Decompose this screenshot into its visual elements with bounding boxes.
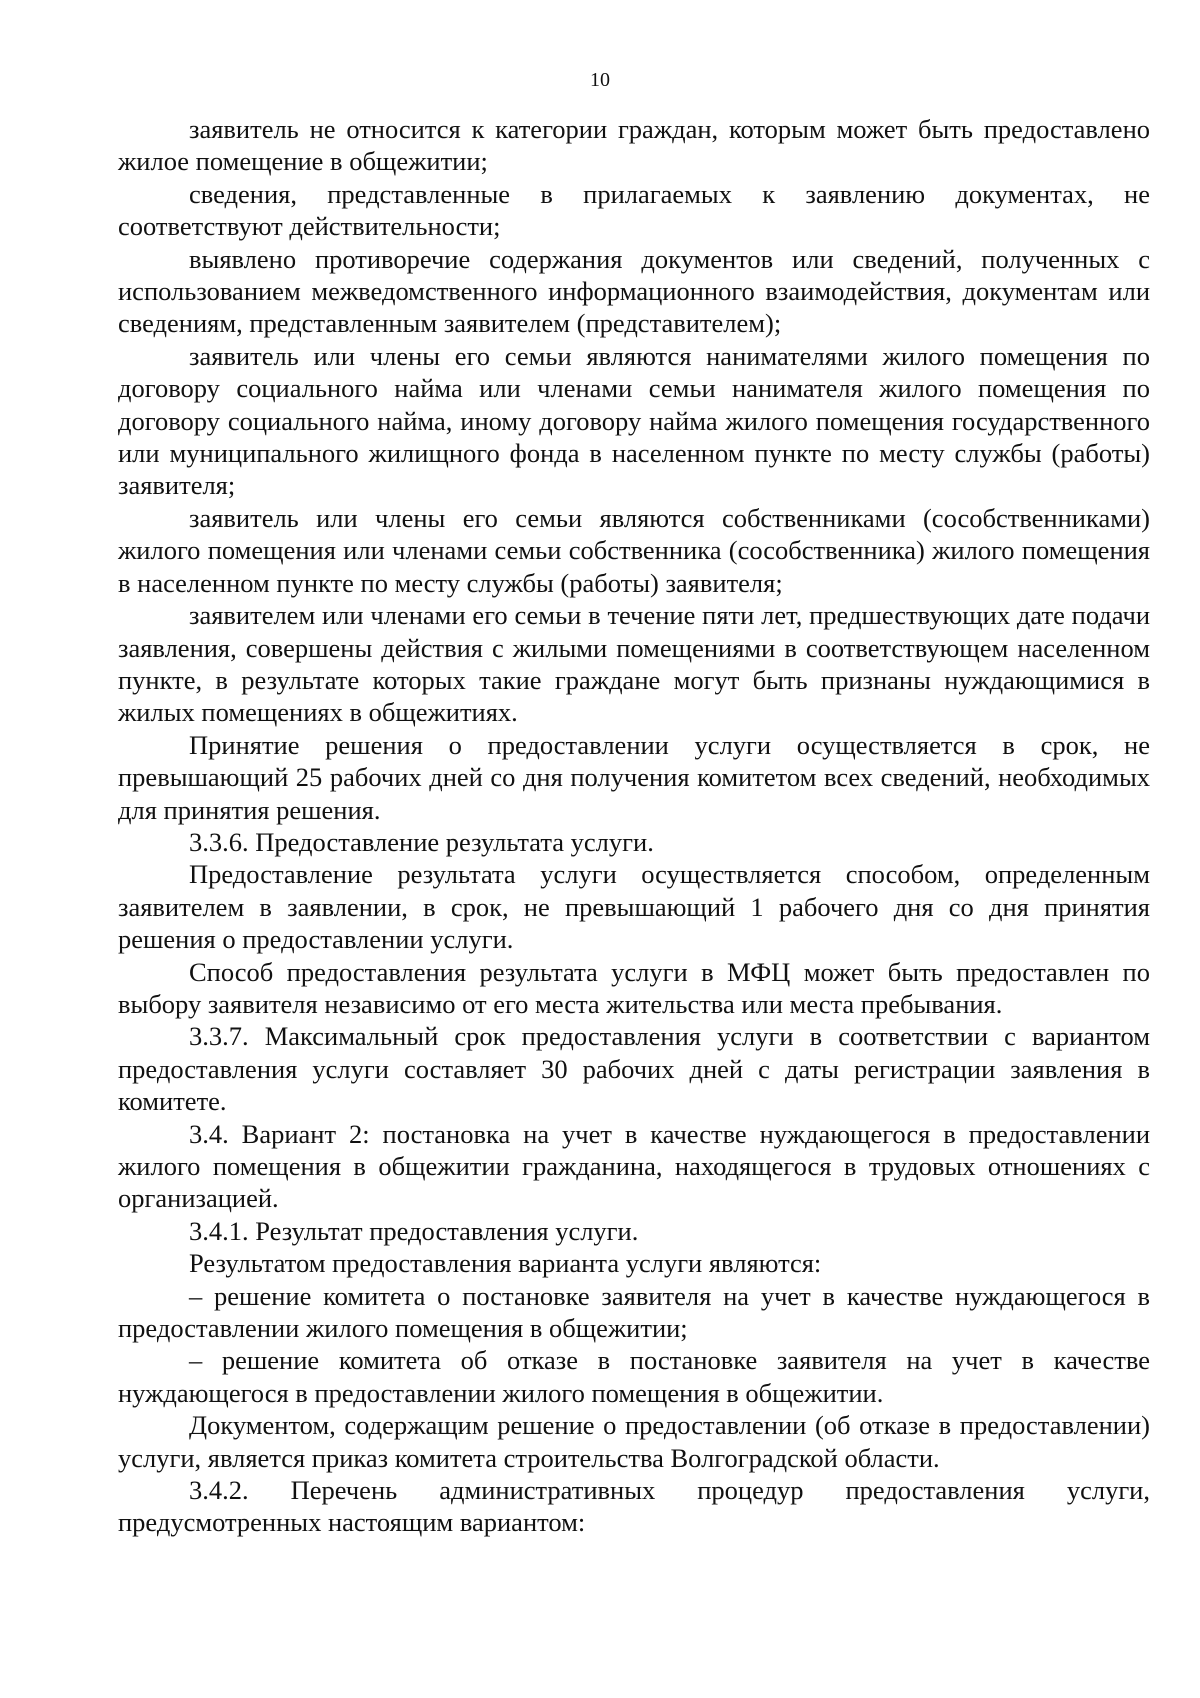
page-number: 10 — [590, 69, 610, 91]
paragraph-decision-term: Принятие решения о предоставлении услуги осуществляется в срок, не превышающий 25 рабочих дней со дня получения комитетом всех сведений, необходимых для принятия решения. — [118, 729, 1150, 825]
list-item-positive-decision: – решение комитета о постановке заявителя на учет в качестве нуждающегося в предоставлении жилого помещения в общежитии; — [118, 1280, 1150, 1344]
paragraph-refusal-category: заявитель не относится к категории граждан, которым может быть предоставлено жилое помещение в общежитии; — [118, 114, 1150, 177]
section-heading-3-4-variant-2: 3.4. Вариант 2: постановка на учет в качестве нуждающегося в предоставлении жилого помещения в общежитии гражданина, находящегося в трудовых отношениях с организацией. — [118, 1118, 1150, 1214]
section-heading-3-4-1: 3.4.1. Результат предоставления услуги. — [189, 1215, 639, 1246]
paragraph-mfc-delivery: Способ предоставления результата услуги в МФЦ может быть предоставлен по выбору заявителя независимо от его места жительства или места пребывания. — [118, 956, 1150, 1019]
paragraph-refusal-false-info: сведения, представленные в прилагаемых к заявлению документах, не соответствуют действительности; — [118, 178, 1150, 242]
section-heading-3-4-2: 3.4.2. Перечень административных процедур предоставления услуги, предусмотренных настоящим вариантом: — [118, 1475, 1150, 1538]
document-body — [118, 113, 1150, 1539]
section-heading-3-3-6: 3.3.6. Предоставление результата услуги. — [189, 826, 654, 857]
paragraph-refusal-actions: заявителем или членами его семьи в течение пяти лет, предшествующих дате подачи заявления, совершены действия с жилыми помещениями в соответствующем населенном пункте, в результате которых такие граждане могут быть признаны нуждающимися в жилых помещениях в общежитиях. — [118, 600, 1150, 728]
paragraph-refusal-tenants: заявитель или члены его семьи являются нанимателями жилого помещения по договору социального найма или членами семьи нанимателя жилого помещения по договору социального найма, иному договору найма жилого помещения государственного или муниципального жилищного фонда в населенном пункте по месту службы (работы) заявителя; — [118, 340, 1150, 501]
paragraph-decision-document: Документом, содержащим решение о предоставлении (об отказе в предоставлении) услуги, является приказ комитета строительства Волгоградской области. — [118, 1410, 1150, 1473]
paragraph-refusal-owners: заявитель или члены его семьи являются собственниками (сособственниками) жилого помещения или членами семьи собственника (сособственника) жилого помещения в населенном пункте по месту службы (работы) заявителя; — [118, 502, 1150, 598]
paragraph-result-delivery: Предоставление результата услуги осуществляется способом, определенным заявителем в заявлении, в срок, не превышающий 1 рабочего дня со дня принятия решения о предоставлении услуги. — [118, 859, 1150, 955]
paragraph-variant-results-intro: Результатом предоставления варианта услуги являются: — [189, 1248, 822, 1279]
paragraph-refusal-contradiction: выявлено противоречие содержания документов или сведений, полученных с использованием межведомственного информационного взаимодействия, документам или сведениям, представленным заявителем (представителем); — [118, 243, 1150, 339]
list-item-negative-decision: – решение комитета об отказе в постановке заявителя на учет в качестве нуждающегося в предоставлении жилого помещения в общежитии. — [118, 1345, 1150, 1408]
section-3-3-7-max-term: 3.3.7. Максимальный срок предоставления услуги в соответствии с вариантом предоставления услуги составляет 30 рабочих дней с даты регистрации заявления в комитете. — [118, 1021, 1150, 1117]
